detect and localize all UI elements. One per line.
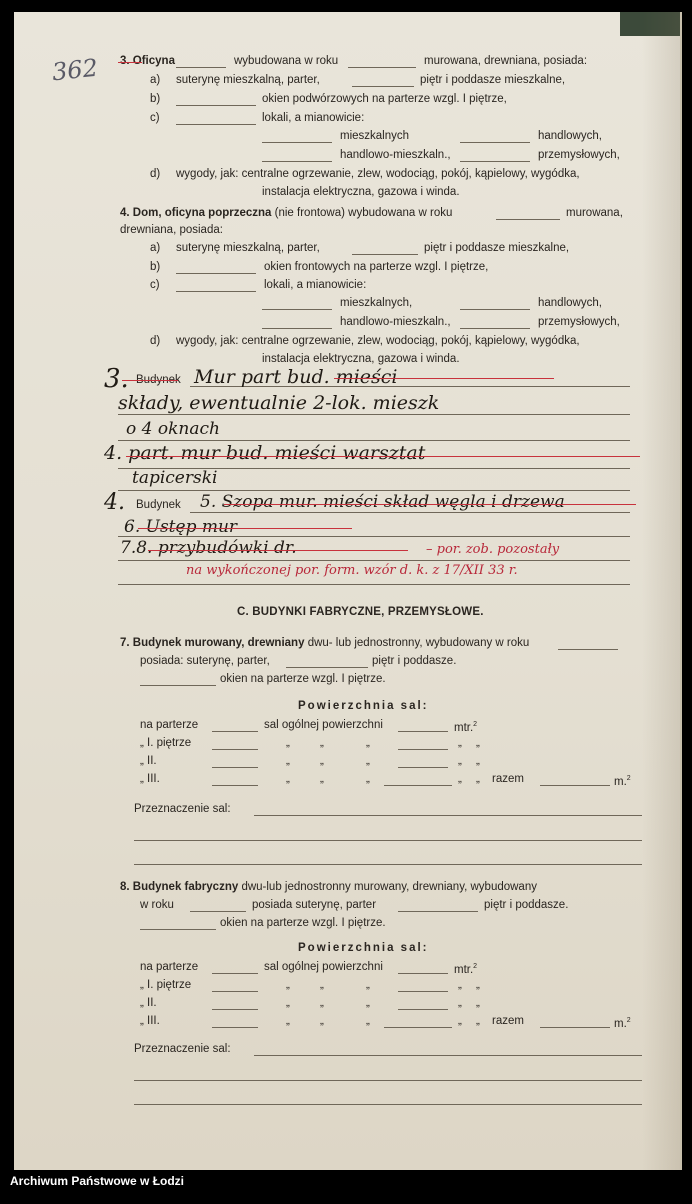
p7-ii: „ II. (140, 755, 157, 767)
blank (212, 749, 258, 750)
blank (398, 991, 448, 992)
blank (540, 785, 610, 786)
p7-pow-heading: Powierzchnia sal: (298, 700, 429, 712)
sec4-a-text2: piętr i poddasze mieszkalne, (424, 242, 570, 254)
blank (262, 309, 332, 310)
sec4-d: d) (150, 335, 161, 347)
ditto: „ (286, 997, 290, 1009)
blank-line (118, 584, 630, 585)
blank (212, 1027, 258, 1028)
p8-pow-heading: Powierzchnia sal: (298, 942, 429, 954)
blank (262, 328, 332, 329)
sup-2: 2 (473, 963, 478, 970)
page-corner-shadow (620, 12, 680, 36)
ditto: „ (366, 979, 370, 991)
ditto: „ (320, 979, 324, 991)
blank (352, 254, 418, 255)
blank (460, 161, 530, 162)
p7-przeznaczenie: Przeznaczenie sal: (134, 803, 231, 815)
blank-line (190, 512, 630, 513)
ditto: „ (286, 1015, 290, 1027)
ditto: „ (320, 773, 324, 785)
p7-line3: okien na parterze wzgl. I piętrze. (220, 673, 386, 685)
sec4-hm: handlowo-mieszkaln., (340, 316, 451, 328)
sec4-b-text: okien frontowych na parterze wzgl. I piętrze, (264, 261, 489, 273)
p8-razem: razem (492, 1015, 524, 1027)
blank-line (134, 864, 642, 865)
p8-przeznaczenie: Przeznaczenie sal: (134, 1043, 231, 1055)
sec4-title-bold: 4. Dom, oficyna poprzeczna (120, 207, 272, 219)
blank (262, 161, 332, 162)
ditto: „ (458, 997, 462, 1009)
blank (558, 649, 618, 650)
p7-m (614, 772, 631, 789)
hw-line-8: 7.8. przybudówki dr. (120, 538, 297, 558)
p8-line2a: w roku (140, 899, 174, 911)
blank (176, 67, 226, 68)
ditto: „ (320, 755, 324, 767)
blank (176, 105, 256, 106)
sec4-a-text: suterynę mieszkalną, parter, (176, 242, 320, 254)
sec4-a: a) (150, 242, 161, 254)
blank-line (134, 840, 642, 841)
sec4-line2: drewniana, posiada: (120, 224, 223, 236)
blank (384, 1027, 452, 1028)
p7-na-parterze: na parterze (140, 719, 199, 731)
p8-line3: okien na parterze wzgl. I piętrze. (220, 917, 386, 929)
p8-mtr (454, 960, 477, 977)
blank (384, 785, 452, 786)
sec3-a: a) (150, 74, 161, 86)
hw-strike (138, 528, 352, 529)
blank-line (118, 560, 630, 561)
hw-red-note-2: na wykończonej por. form. wzór d. k. z 17/XII 33 r. (186, 563, 518, 578)
sec4-c: c) (150, 279, 160, 291)
blank (352, 86, 414, 87)
p8-sal: sal ogólnej powierzchni (264, 961, 383, 973)
m-unit: m. (614, 1017, 627, 1030)
hw-strike (126, 456, 640, 457)
archive-footer: Archiwum Państwowe w Łodzi (10, 1174, 185, 1188)
sec3-title: 3. Oficyna (120, 55, 175, 67)
p8-title: 8. Budynek fabryczny (120, 881, 239, 893)
hw-strike (148, 550, 408, 551)
hw-number-4: 4. (104, 490, 125, 515)
p7-line1 (120, 636, 529, 650)
blank (348, 67, 416, 68)
p7-razem: razem (492, 773, 524, 785)
blank (212, 731, 258, 732)
ditto: „ (320, 997, 324, 1009)
hw-line-6: 5. Szopa mur. mieści skład węgla i drzewa (200, 492, 565, 512)
sec3-mieszk: mieszkalnych (340, 130, 410, 142)
ditto: „ (458, 737, 462, 749)
ditto: „ (366, 755, 370, 767)
blank-line (254, 1055, 642, 1056)
ditto: „ (366, 737, 370, 749)
ditto: „ (458, 979, 462, 991)
sec-c-heading: C. BUDYNKI FABRYCZNE, PRZEMYSŁOWE. (237, 606, 484, 618)
blank (398, 911, 478, 912)
ditto: „ (476, 997, 480, 1009)
document-page (14, 12, 682, 1170)
blank (176, 273, 256, 274)
sec4-przem: przemysłowych, (538, 316, 620, 328)
ditto: „ (286, 979, 290, 991)
hw-budynek-label-2: Budynek (136, 499, 181, 511)
ditto: „ (320, 1015, 324, 1027)
sup-2: 2 (626, 775, 631, 782)
p8-rest: dwu-lub jednostronny murowany, drewniany, wybudowany (241, 881, 537, 893)
p7-line2a: posiada: suterynę, parter, (140, 655, 270, 667)
sec3-przem: przemysłowych, (538, 149, 620, 161)
p8-iii: „ III. (140, 1015, 160, 1027)
p7-title: 7. Budynek murowany, drewniany (120, 637, 305, 649)
p7-iii: „ III. (140, 773, 160, 785)
sec4-mieszk: mieszkalnych, (340, 297, 413, 309)
blank (286, 667, 368, 668)
p8-line1 (120, 880, 537, 894)
hw-line-5: tapicerski (132, 468, 218, 488)
blank (212, 767, 258, 768)
sec3-hm: handlowo-mieszkaln., (340, 149, 451, 161)
hw-line-4: 4. part. mur bud. mieści warsztat (104, 442, 426, 464)
blank-line (254, 815, 642, 816)
p7-rest: dwu- lub jednostronny, wybudowany w roku (307, 637, 530, 649)
ditto: „ (286, 773, 290, 785)
sec3-d-text: wygody, jak: centralne ogrzewanie, zlew, wodociąg, pokój, kąpielowy, wygódka, (176, 168, 580, 180)
p8-line2c: piętr i poddasze. (484, 899, 569, 911)
p8-na-parterze: na parterze (140, 961, 199, 973)
blank (540, 1027, 610, 1028)
sec4-title-rest: (nie frontowa) wybudowana w roku (274, 207, 453, 219)
ditto: „ (476, 737, 480, 749)
p8-line2b: posiada suterynę, parter (252, 899, 377, 911)
blank (398, 1009, 448, 1010)
p7-i-pietrze: „ I. piętrze (140, 737, 192, 749)
hw-red-note-1: – por. zob. pozostały (426, 542, 560, 557)
blank (190, 911, 246, 912)
sec3-handl: handlowych, (538, 130, 602, 142)
sec3-materials: murowana, drewniana, posiada: (424, 55, 588, 67)
sec4-b: b) (150, 261, 161, 273)
hw-strike (224, 504, 636, 505)
p8-m (614, 1014, 631, 1031)
sec3-strike (118, 62, 142, 63)
sec3-built: wybudowana w roku (234, 55, 339, 67)
mtr-unit: mtr. (454, 963, 474, 976)
blank (460, 309, 530, 310)
ditto: „ (320, 737, 324, 749)
mtr-unit: mtr. (454, 721, 474, 734)
ditto: „ (476, 755, 480, 767)
sup-2: 2 (626, 1017, 631, 1024)
blank (262, 142, 332, 143)
blank (496, 219, 560, 220)
blank-line (118, 440, 630, 441)
ditto: „ (366, 773, 370, 785)
blank (140, 685, 216, 686)
sec4-handl: handlowych, (538, 297, 602, 309)
ditto: „ (476, 1015, 480, 1027)
p7-line2b: piętr i poddasze. (372, 655, 457, 667)
hw-budynek-label-1: Budynek (136, 374, 181, 386)
sec3-a-text2: piętr i poddasze mieszkalne, (420, 74, 566, 86)
sup-2: 2 (473, 721, 478, 728)
ditto: „ (366, 1015, 370, 1027)
blank-line (134, 1080, 642, 1081)
p7-sal: sal ogólnej powierzchni (264, 719, 383, 731)
p8-ii: „ II. (140, 997, 157, 1009)
p8-i-pietrze: „ I. piętrze (140, 979, 192, 991)
sec3-d: d) (150, 168, 161, 180)
blank (212, 1009, 258, 1010)
ditto: „ (286, 755, 290, 767)
blank (460, 142, 530, 143)
ditto: „ (366, 997, 370, 1009)
blank (212, 973, 258, 974)
ditto: „ (476, 979, 480, 991)
sec4-c-text: lokali, a mianowicie: (264, 279, 367, 291)
sec3-d-text2: instalacja elektryczna, gazowa i winda. (262, 186, 460, 198)
blank (140, 929, 216, 930)
m-unit: m. (614, 775, 627, 788)
archive-number: 362 (50, 53, 100, 87)
sec4-d-text2: instalacja elektryczna, gazowa i winda. (262, 353, 460, 365)
hw-number-3: 3. (104, 364, 129, 394)
blank (460, 328, 530, 329)
blank-line (118, 414, 630, 415)
sec3-a-text: suterynę mieszkalną, parter, (176, 74, 320, 86)
blank (176, 291, 256, 292)
sec4-title (120, 206, 452, 220)
blank (398, 767, 448, 768)
sec4-materials: murowana, (566, 207, 623, 219)
p7-mtr (454, 718, 477, 735)
hw-line-1: Mur part bud. mieści (194, 366, 398, 388)
blank (212, 991, 258, 992)
ditto: „ (476, 773, 480, 785)
sec4-d-text: wygody, jak: centralne ogrzewanie, zlew, wodociąg, pokój, kąpielowy, wygódka, (176, 335, 580, 347)
sec3-b: b) (150, 93, 161, 105)
sec3-c: c) (150, 112, 160, 124)
blank (176, 124, 256, 125)
hw-line-2: składy, ewentualnie 2-lok. mieszk (118, 392, 440, 414)
blank (398, 749, 448, 750)
hw-line-3: o 4 oknach (126, 419, 220, 439)
sec3-b-text: okien podwórzowych na parterze wzgl. I piętrze, (262, 93, 507, 105)
hw-strike (334, 378, 554, 379)
ditto: „ (286, 737, 290, 749)
blank-line (134, 1104, 642, 1105)
blank (398, 731, 448, 732)
sec3-c-text: lokali, a mianowicie: (262, 112, 365, 124)
hw-strike (122, 380, 178, 381)
ditto: „ (458, 1015, 462, 1027)
ditto: „ (458, 755, 462, 767)
blank (398, 973, 448, 974)
ditto: „ (458, 773, 462, 785)
blank-line (118, 490, 630, 491)
blank (212, 785, 258, 786)
hw-line-7: 6. Ustęp mur (124, 517, 238, 537)
